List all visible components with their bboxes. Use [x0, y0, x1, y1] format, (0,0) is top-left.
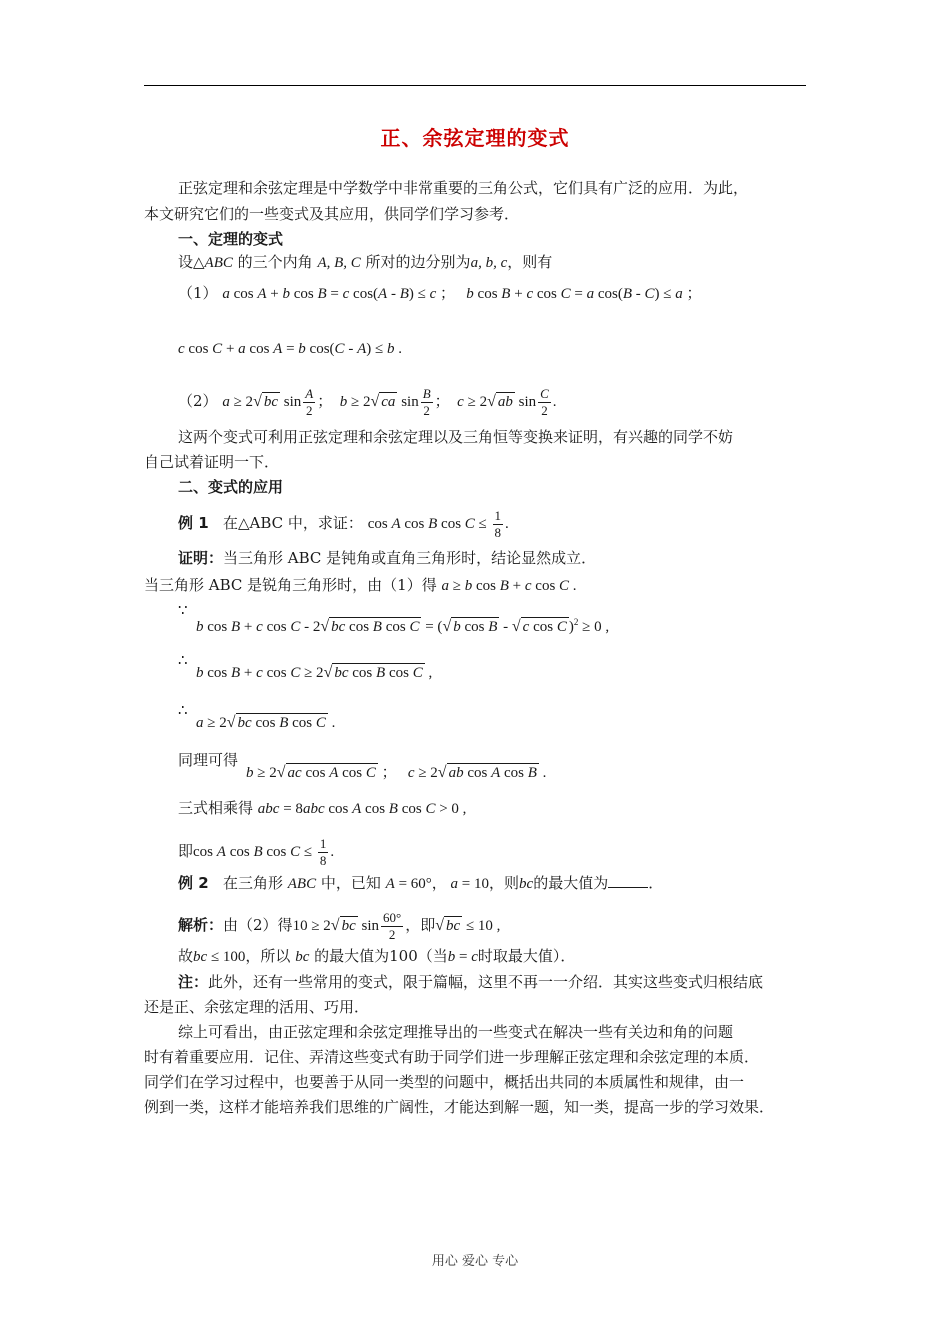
- because-symbol: ∵: [178, 601, 188, 619]
- example-2-text-c: 中，已知: [316, 874, 386, 892]
- page-title: 正、余弦定理的变式: [380, 126, 570, 150]
- setup-prefix: 设△: [178, 253, 205, 271]
- conclusion-text-b: ，所以: [245, 947, 296, 965]
- proof-formula-2: a ≥ b cos B + c cos C .: [441, 578, 577, 594]
- setup-angles: A, B, C: [317, 255, 361, 271]
- setup-sides: a, b, c: [470, 255, 508, 271]
- conclusion-bc: bc: [295, 949, 310, 965]
- setup-mid: 的三个内角: [232, 253, 318, 271]
- multiply-line: [178, 798, 466, 819]
- summary-line-3: 同学们在学习过程中，也要善于从同一类型的问题中，概括出共同的本质属性和规律，由一: [144, 1073, 745, 1091]
- setup-suffix: ，则有: [507, 253, 553, 271]
- setup-abc: ABC: [204, 255, 233, 271]
- variant-1-line-b: [178, 338, 402, 359]
- example-2-text-d: ，则: [489, 874, 520, 892]
- conclusion-text-a: 故: [178, 947, 194, 965]
- summary-line-4: 例到一类，这样才能培养我们思维的广阔性，才能达到解一题，知一类，提高一步的学习效果．: [144, 1098, 775, 1116]
- page-footer: 用心 爱心 专心: [431, 1254, 519, 1269]
- conclusion-text-d: 时取最大值）．: [477, 947, 576, 965]
- item-2-label: （2）: [178, 391, 218, 410]
- thus-line: [178, 836, 334, 869]
- proof-text-1: 当三角形 ABC 是钝角或直角三角形时，结论显然成立．: [223, 549, 597, 567]
- note-line-1: 这两个变式可利用正弦定理和余弦定理以及三角恒等变换来证明，有兴趣的同学不妨: [178, 428, 734, 446]
- example-1-text: 在△ABC 中，求证：: [222, 513, 363, 532]
- thus-formula: cos A cos B cos C ≤ $\frac{1}{8}$ .: [193, 836, 335, 868]
- solution-label: 解析：: [178, 915, 224, 934]
- example-2-text-b: ABC: [287, 876, 317, 892]
- header-rule: [144, 85, 806, 86]
- example-1-formula: cos A cos B cos C ≤ $\frac{1}{8}$ .: [367, 508, 509, 540]
- remark-line-1: [178, 972, 763, 992]
- proof-formula-6: b ≥ 2√ ac cos A cos C ； c ≥ 2√ ab cos A cos B .: [246, 764, 547, 781]
- setup-mid2: 所对的边分别为: [360, 253, 471, 271]
- multiply-label: 三式相乘得: [178, 799, 254, 817]
- example-2-text-a: 在三角形: [222, 874, 288, 892]
- proof-line-1: [178, 548, 596, 568]
- formula-2: a ≥ 2√ bc sin $\frac{A}{2}$ ； b ≥ 2√ ca sin $\frac{B}{2}$ ； c ≥ 2√ ab sin $\frac{C}{2}$ .: [222, 386, 557, 418]
- setup-line: [178, 252, 552, 273]
- section-2-heading: 二、变式的应用: [178, 478, 284, 496]
- proof-formula-3: b cos B + c cos C - 2√ bc cos B cos C = (√ b cos B - √ c cos C )$^2$ ≥ 0 ,: [196, 617, 610, 635]
- conclusion-formula-1: bc ≤ 100: [193, 949, 246, 965]
- solution-text-a: 由（2）得: [223, 915, 293, 934]
- example-2-text-e: 的最大值为: [533, 874, 609, 892]
- intro-line-1: 正弦定理和余弦定理是中学数学中非常重要的三角公式，它们具有广泛的应用．为此，: [178, 179, 749, 197]
- proof-formula-4: b cos B + c cos C ≥ 2√ bc cos B cos C ,: [196, 664, 433, 681]
- solution-line: [178, 910, 500, 943]
- formula-1b: c cos C + a cos A = b cos(C - A) ≤ b .: [178, 341, 402, 357]
- solution-formula-1: 10 ≥ 2√ bc sin $\frac{60^\circ}{2}$: [292, 910, 402, 942]
- intro-line-2: 本文研究它们的一些变式及其应用，供同学们学习参考．: [144, 205, 520, 223]
- similarly-label: 同理可得: [178, 751, 239, 769]
- therefore-symbol-2: ∴: [178, 701, 188, 719]
- formula-1a: a cos A + b cos B = c cos(A - B) ≤ c ； b cos B + c cos C = a cos(B - C) ≤ a ；: [222, 286, 702, 302]
- proof-label: 证明：: [178, 549, 224, 567]
- variant-2-line: [178, 386, 557, 419]
- remark-line-2: 还是正、余弦定理的活用、巧用．: [144, 998, 370, 1016]
- remark-text-1: 此外，还有一些常用的变式，限于篇幅，这里不再一一介绍．其实这些变式归根结底: [208, 973, 764, 991]
- solution-text-b: ，即: [405, 915, 436, 934]
- conclusion-line: [178, 946, 575, 967]
- thus-label: 即: [178, 841, 194, 860]
- conclusion-formula-2: b = c: [447, 949, 478, 965]
- example-2-given: A = 60°， a = 10: [385, 876, 490, 892]
- example-2-label: 例 2: [178, 874, 209, 892]
- example-2-bc: bc: [519, 876, 534, 892]
- proof-line-2: [144, 575, 577, 596]
- proof-text-2: 当三角形 ABC 是锐角三角形时，由（1）得: [144, 576, 437, 594]
- section-1-heading: 一、定理的变式: [178, 230, 284, 248]
- multiply-formula: abc = 8abc cos A cos B cos C > 0 ,: [257, 801, 467, 817]
- conclusion-text-c: 的最大值为100（当: [309, 947, 448, 965]
- answer-blank: [608, 873, 648, 888]
- summary-line-1: 综上可看出，由正弦定理和余弦定理推导出的一些变式在解决一些有关边和角的问题: [178, 1023, 734, 1041]
- note-line-2: 自己试着证明一下．: [144, 453, 280, 471]
- variant-1-line-a: [178, 283, 702, 304]
- example-1-label: 例 1: [178, 513, 209, 532]
- item-1-label: （1）: [178, 284, 218, 302]
- example-1-line: [178, 508, 509, 541]
- solution-formula-2: √ bc ≤ 10 ,: [435, 916, 501, 934]
- remark-label: 注：: [178, 973, 209, 991]
- proof-formula-5: a ≥ 2√ bc cos B cos C .: [196, 714, 336, 731]
- therefore-symbol-1: ∴: [178, 651, 188, 669]
- summary-line-2: 时有着重要应用．记住、弄清这些变式有助于同学们进一步理解正弦定理和余弦定理的本质．: [144, 1048, 760, 1066]
- example-2-line: 例 2 在三角形 ABC 中，已知 A = 60°， a = 10，则bc的最大值为 ．: [178, 874, 664, 892]
